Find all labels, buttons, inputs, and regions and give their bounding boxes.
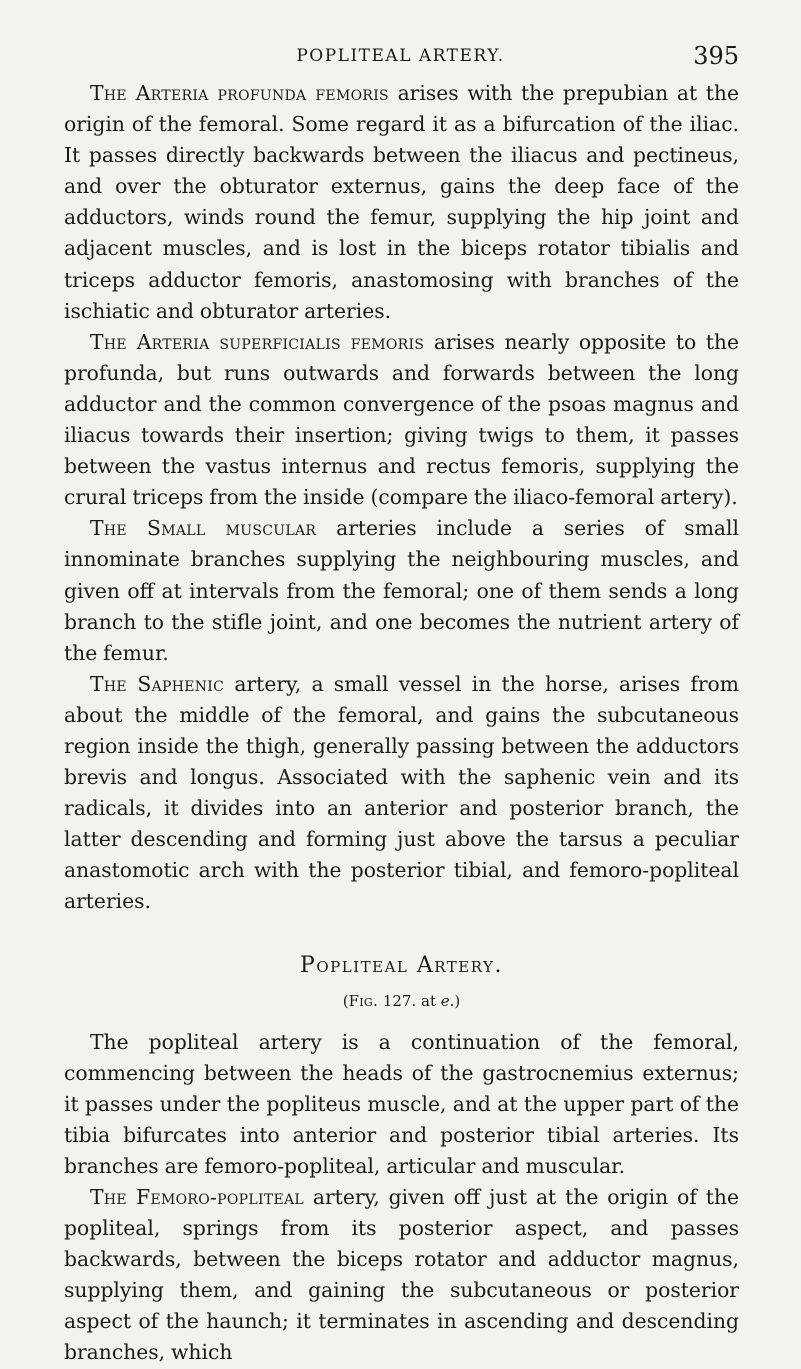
paragraph-text: artery, given off just at the origin of the popliteal, springs from its posterior aspect, and passes backwards, between the biceps rotator and adductor magnus, supplying them, and gaining the subcutaneous or posterior aspect of the haunch; it terminates in ascending and descending branches, which xyxy=(64,1185,739,1365)
running-head xyxy=(0,42,801,76)
paragraph-text: arises with the prepubian at the origin of the femoral. Some regard it as a bifurcation of the iliac. It passes directly backwards between the iliacus and pectineus, and over the obturator externus, gains the deep face of the adductors, winds round the femur, supplying the hip joint and adjacent muscles, and is lost in the biceps rotator tibialis and triceps adductor femoris, anastomosing with branches of the ischiatic and obturator arteries. xyxy=(64,81,739,323)
paragraph-text: artery, a small vessel in the horse, arises from about the middle of the femoral, and gains the subcutaneous region inside the thigh, generally passing between the adductors brevis and longus. Associated with the saphenic vein and its radicals, it divides into an anterior and posterior branch, the latter descending and forming just above the tarsus a peculiar anastomotic arch with the posterior tibial, and femoro-popliteal arteries. xyxy=(64,671,739,914)
term-saphenic: The Saphenic xyxy=(90,671,225,696)
term-arteria-profunda-femoris: The Arteria profunda femoris xyxy=(90,81,389,105)
term-femoro-popliteal: The Femoro-popliteal xyxy=(90,1185,304,1209)
fig-label: Fig. xyxy=(348,991,379,1010)
paragraph-profunda-femoris xyxy=(64,78,739,327)
term-arteria-superficialis-femoris: The Arteria superficialis femoris xyxy=(90,329,425,354)
paragraph-text: The popliteal artery is a continuation of the femoral, commencing between the heads of the gastrocnemius externus; it passes under the popliteus muscle, and at the upper part of the tibia bifurcates into anterior and posterior tibial arteries. Its branches are femoro-popliteal, articular and muscular. xyxy=(64,1029,739,1178)
fig-number: 127. at xyxy=(378,991,441,1010)
figure-reference xyxy=(64,989,739,1013)
paragraph-small-muscular xyxy=(64,513,739,668)
fig-open-paren: ( xyxy=(342,991,349,1010)
paragraph-saphenic xyxy=(64,669,739,918)
term-small-muscular: The Small muscular xyxy=(90,516,317,541)
paragraph-superficialis-femoris xyxy=(64,327,739,514)
section-heading: Popliteal Artery. xyxy=(300,952,503,978)
running-title: POPLITEAL ARTERY. xyxy=(296,46,505,66)
page-number: 395 xyxy=(693,42,739,70)
paragraph-text: arteries include a series of small innominate branches supplying the neighbouring muscles, and given off at intervals from the femoral; one of them sends a long branch to the stifle joint, and one becomes the nutrient artery of the femur. xyxy=(64,516,739,665)
fig-close-paren: .) xyxy=(449,991,461,1010)
fig-letter: e xyxy=(440,991,450,1010)
paragraph-text: arises nearly opposite to the profunda, but runs outwards and forwards between the long adductor and the common convergence of the psoas magnus and iliacus towards their insertion; giving twigs to them, it passes between the vastus internus and rectus femoris, supplying the crural triceps from the inside (compare the iliaco-femoral artery). xyxy=(64,329,739,510)
paragraph-popliteal xyxy=(64,1027,739,1182)
paragraph-femoro-popliteal xyxy=(64,1182,739,1369)
